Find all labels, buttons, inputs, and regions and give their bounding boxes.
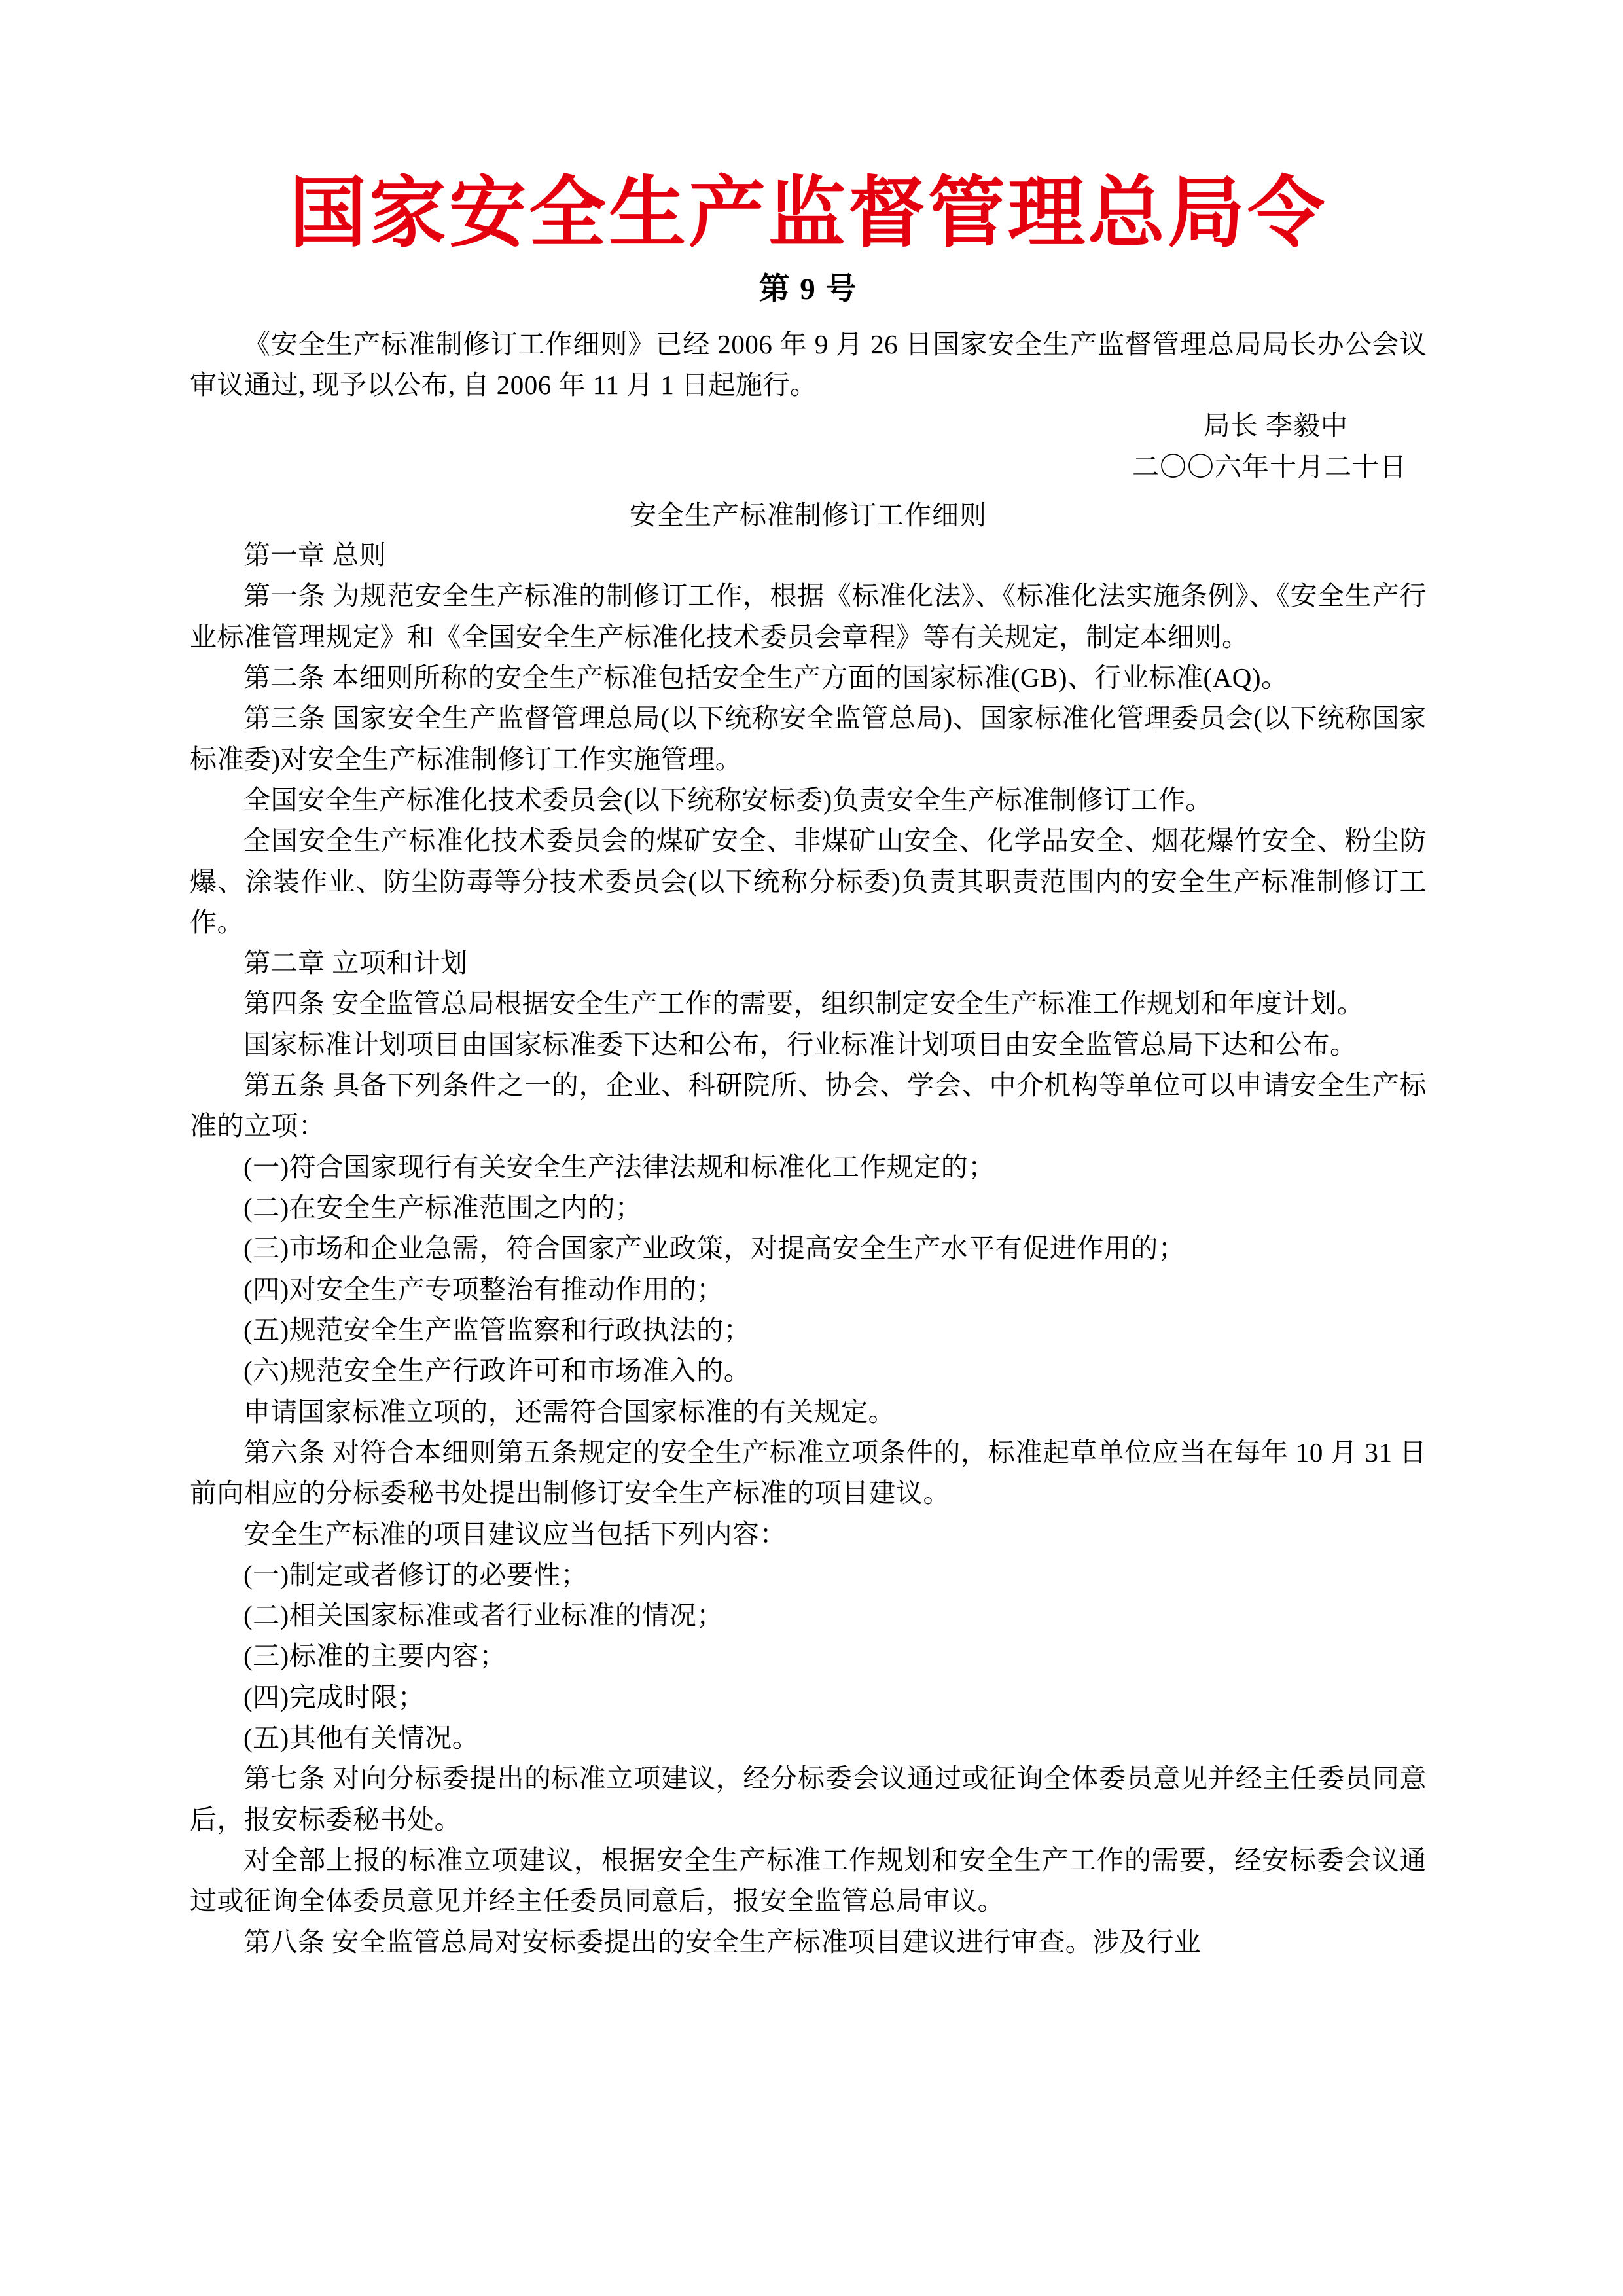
body-paragraph: 国家标准计划项目由国家标准委下达和公布，行业标准计划项目由安全监管总局下达和公布。 (243, 1029, 1357, 1060)
regulation-title: 安全生产标准制修订工作细则 (630, 500, 987, 531)
body-paragraph: 申请国家标准立项的，还需符合国家标准的有关规定。 (243, 1396, 895, 1427)
body-paragraph: (五)规范安全生产监管监察和行政执法的； (243, 1314, 751, 1345)
body-paragraph: 第一条 为规范安全生产标准的制修订工作，根据《标准化法》、《标准化法实施条例》、《安全生产行业标准管理规定》和《全国安全生产标准化技术委员会章程》等有关规定，制定本细则。 (190, 581, 1427, 652)
body-paragraph: (六)规范安全生产行政许可和市场准入的。 (243, 1355, 751, 1386)
body-paragraph: 第八条 安全监管总局对安标委提出的安全生产标准项目建议进行审查。涉及行业 (243, 1926, 1202, 1957)
body-paragraph: 第四条 安全监管总局根据安全生产工作的需要，组织制定安全生产标准工作规划和年度计划。 (243, 988, 1364, 1019)
body-paragraph: 安全生产标准的项目建议应当包括下列内容： (243, 1518, 787, 1549)
body-paragraph: (四)完成时限； (243, 1681, 425, 1712)
chapter-heading: 第二章 立项和计划 (243, 948, 468, 978)
chapter-heading: 第一章 总则 (243, 540, 387, 571)
signer-line: 局长 李毅中 (1203, 410, 1348, 441)
body-paragraph: 第七条 对向分标委提出的标准立项建议，经分标委会议通过或征询全体委员意见并经主任委员同意后，报安标委秘书处。 (190, 1763, 1427, 1835)
document-body (190, 535, 1427, 1962)
body-paragraph: (二)在安全生产标准范围之内的； (243, 1193, 643, 1223)
body-paragraph: 第五条 具备下列条件之一的，企业、科研院所、协会、学会、中介机构等单位可以申请安全生产标准的立项： (190, 1070, 1427, 1141)
body-paragraph: (五)其他有关情况。 (243, 1723, 480, 1753)
body-paragraph: (二)相关国家标准或者行业标准的情况； (243, 1600, 724, 1631)
body-paragraph: (一)符合国家现行有关安全生产法律法规和标准化工作规定的； (243, 1151, 995, 1182)
body-paragraph: (三)市场和企业急需，符合国家产业政策，对提高安全生产水平有促进作用的； (243, 1233, 1186, 1264)
decree-number: 第 9 号 (758, 272, 858, 306)
sign-date-line: 二〇〇六年十月二十日 (1132, 451, 1407, 482)
body-paragraph: 全国安全生产标准化技术委员会的煤矿安全、非煤矿山安全、化学品安全、烟花爆竹安全、粉尘防爆、涂装作业、防尘防毒等分技术委员会(以下统称分标委)负责其职责范围内的安全生产标准制修订工作。 (190, 825, 1427, 937)
body-paragraph: 第二条 本细则所称的安全生产标准包括安全生产方面的国家标准(GB)、行业标准(AQ)。 (243, 662, 1289, 692)
body-paragraph: 第六条 对符合本细则第五条规定的安全生产标准立项条件的，标准起草单位应当在每年 10 月 31 日前向相应的分标委秘书处提出制修订安全生产标准的项目建议。 (190, 1437, 1427, 1509)
body-paragraph: 第三条 国家安全生产监督管理总局(以下统称安全监管总局)、国家标准化管理委员会(以下统称国家标准委)对安全生产标准制修订工作实施管理。 (190, 703, 1427, 774)
body-paragraph: (一)制定或者修订的必要性； (243, 1559, 588, 1590)
body-paragraph: (三)标准的主要内容； (243, 1641, 507, 1672)
body-paragraph: 对全部上报的标准立项建议，根据安全生产标准工作规划和安全生产工作的需要，经安标委会议通过或征询全体委员意见并经主任委员同意后，报安全监管总局审议。 (190, 1845, 1427, 1916)
page-title: 国家安全生产监督管理总局令 (289, 167, 1327, 258)
body-paragraph: (四)对安全生产专项整治有推动作用的； (243, 1274, 724, 1304)
body-paragraph: 全国安全生产标准化技术委员会(以下统称安标委)负责安全生产标准制修订工作。 (243, 784, 1213, 815)
preamble-paragraph: 《安全生产标准制修订工作细则》已经 2006 年 9 月 26 日国家安全生产监督管理总局局长办公会议审议通过, 现予以公布, 自 2006 年 11 月 1 日起施行。 (190, 329, 1427, 401)
